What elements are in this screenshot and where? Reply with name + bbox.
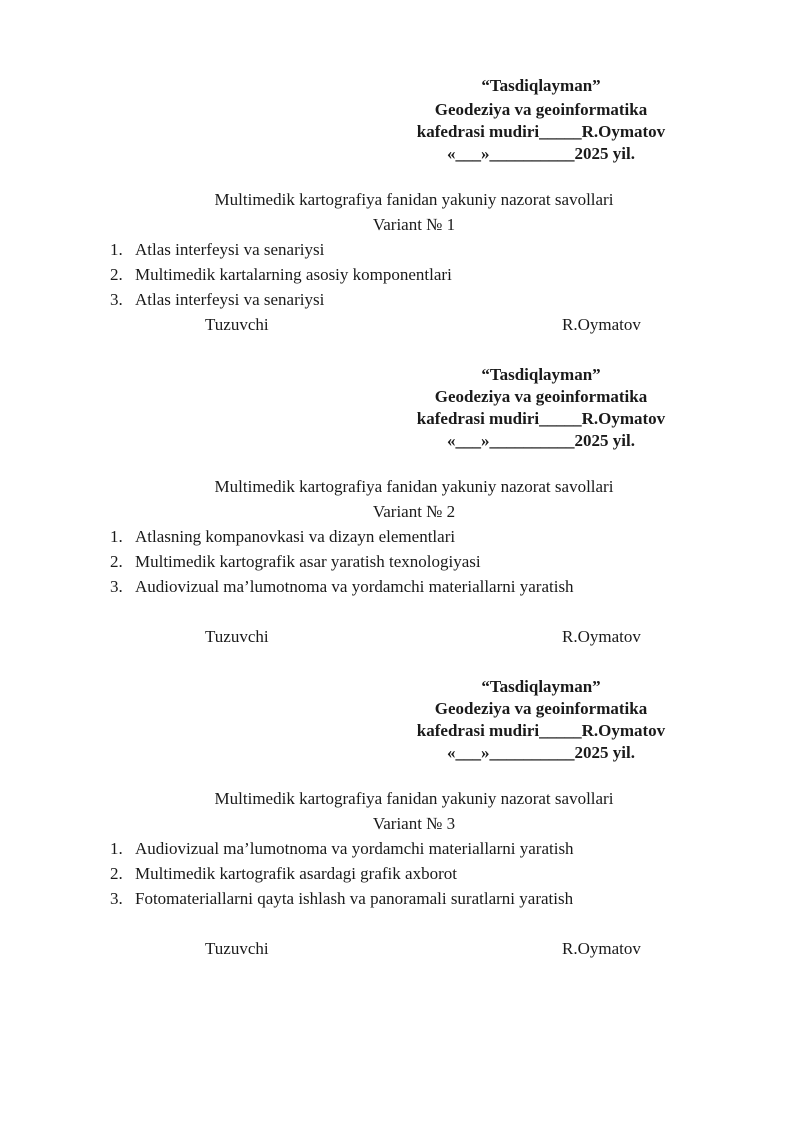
compiler-name: R.Oymatov bbox=[562, 315, 641, 334]
compiler-label: Tuzuvchi bbox=[205, 627, 269, 646]
question-number: 1. bbox=[110, 839, 123, 858]
approval-head: kafedrasi mudiri_____R.Oymatov bbox=[416, 409, 666, 428]
variant-number: Variant № 2 bbox=[372, 502, 456, 521]
question-text: Atlas interfeysi va senariysi bbox=[135, 240, 325, 259]
question-text: Multimedik kartalarning asosiy komponentlari bbox=[135, 265, 452, 284]
question-number: 2. bbox=[110, 864, 123, 883]
compiler-label: Tuzuvchi bbox=[205, 939, 269, 958]
approval-department: Geodeziya va geoinformatika bbox=[434, 699, 648, 718]
approval-date: «___»__________2025 yil. bbox=[447, 431, 635, 450]
question-text: Fotomateriallarni qayta ishlash va panoramali suratlarni yaratish bbox=[135, 889, 574, 908]
approval-head: kafedrasi mudiri_____R.Oymatov bbox=[416, 721, 666, 740]
compiler-name: R.Oymatov bbox=[562, 939, 641, 958]
question-number: 2. bbox=[110, 552, 123, 571]
question-number: 1. bbox=[110, 527, 123, 546]
approval-department: Geodeziya va geoinformatika bbox=[434, 387, 648, 406]
approval-department: Geodeziya va geoinformatika bbox=[434, 100, 648, 119]
approval-date: «___»__________2025 yil. bbox=[447, 144, 635, 163]
question-number: 1. bbox=[110, 240, 123, 259]
question-text: Audiovizual ma’lumotnoma va yordamchi materiallarni yaratish bbox=[135, 577, 574, 596]
compiler-name: R.Oymatov bbox=[562, 627, 641, 646]
approval-title: “Tasdiqlayman” bbox=[481, 76, 601, 95]
approval-date: «___»__________2025 yil. bbox=[447, 743, 635, 762]
question-number: 3. bbox=[110, 577, 123, 596]
subject-title: Multimedik kartografiya fanidan yakuniy nazorat savollari bbox=[214, 789, 614, 808]
question-text: Multimedik kartografik asar yaratish texnologiyasi bbox=[135, 552, 481, 571]
question-number: 2. bbox=[110, 265, 123, 284]
question-text: Atlasning kompanovkasi va dizayn elementlari bbox=[135, 527, 456, 546]
approval-head: kafedrasi mudiri_____R.Oymatov bbox=[416, 122, 666, 141]
approval-title: “Tasdiqlayman” bbox=[481, 365, 601, 384]
question-number: 3. bbox=[110, 290, 123, 309]
compiler-label: Tuzuvchi bbox=[205, 315, 269, 334]
question-text: Audiovizual ma’lumotnoma va yordamchi materiallarni yaratish bbox=[135, 839, 574, 858]
subject-title: Multimedik kartografiya fanidan yakuniy nazorat savollari bbox=[214, 190, 614, 209]
approval-title: “Tasdiqlayman” bbox=[481, 677, 601, 696]
question-number: 3. bbox=[110, 889, 123, 908]
variant-number: Variant № 3 bbox=[372, 814, 456, 833]
subject-title: Multimedik kartografiya fanidan yakuniy nazorat savollari bbox=[214, 477, 614, 496]
question-text: Atlas interfeysi va senariysi bbox=[135, 290, 325, 309]
variant-number: Variant № 1 bbox=[372, 215, 456, 234]
question-text: Multimedik kartografik asardagi grafik axborot bbox=[135, 864, 457, 883]
